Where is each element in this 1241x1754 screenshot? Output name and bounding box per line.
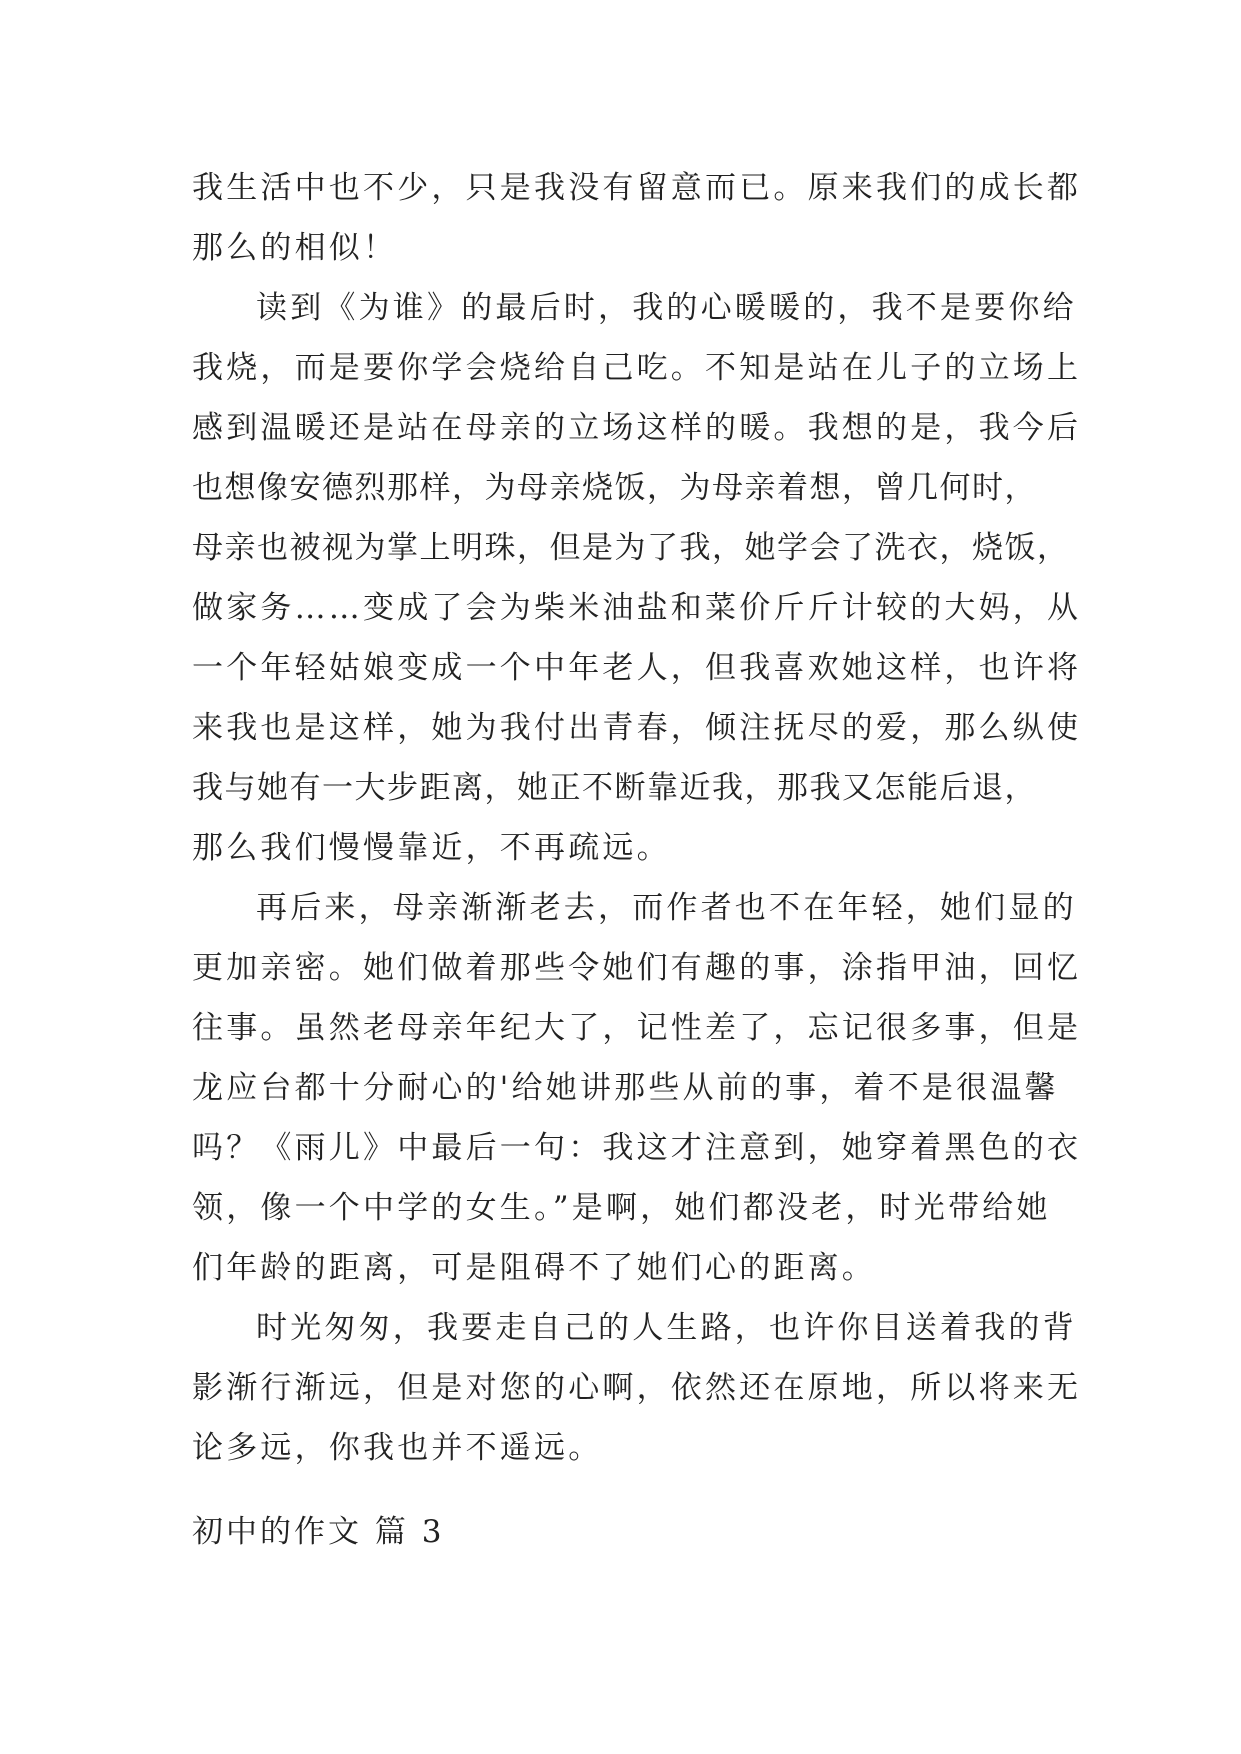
text-line: 感到温暖还是站在母亲的立场这样的暖。我想的是，我今后 xyxy=(192,410,1082,446)
text-line: 论多远，你我也并不遥远。 xyxy=(192,1430,603,1466)
text-line: 母亲也被视为掌上明珠，但是为了我，她学会了洗衣，烧饭， xyxy=(192,530,1070,566)
text-line: 来我也是这样，她为我付出青春，倾注抚尽的爱，那么纵使 xyxy=(192,710,1082,746)
text-line: 那么的相似！ xyxy=(192,230,398,266)
text-line: 领，像一个中学的女生。”是啊，她们都没老，时光带给她 xyxy=(192,1190,1051,1226)
text-line: 往事。虽然老母亲年纪大了，记性差了，忘记很多事，但是 xyxy=(192,1010,1082,1046)
paragraph-start-line: 时光匆匆，我要走自己的人生路，也许你目送着我的背 xyxy=(256,1310,1077,1346)
text-line: 那么我们慢慢靠近，不再疏远。 xyxy=(192,830,671,866)
body-text xyxy=(192,158,1082,1478)
text-line: 龙应台都十分耐心的'给她讲那些从前的事，着不是很温馨 xyxy=(192,1070,1059,1106)
text-line: 我烧，而是要你学会烧给自己吃。不知是站在儿子的立场上 xyxy=(192,350,1082,386)
text-line: 做家务……变成了会为柴米油盐和菜价斤斤计较的大妈，从 xyxy=(192,590,1082,626)
text-line: 影渐行渐远，但是对您的心啊，依然还在原地，所以将来无 xyxy=(192,1370,1082,1406)
text-line: 吗？《雨儿》中最后一句：我这才注意到，她穿着黑色的衣 xyxy=(192,1130,1082,1166)
text-line: 更加亲密。她们做着那些令她们有趣的事，涂指甲油，回忆 xyxy=(192,950,1082,986)
paragraph-start-line: 再后来，母亲渐渐老去，而作者也不在年轻，她们显的 xyxy=(256,890,1077,926)
paragraph-start-line: 读到《为谁》的最后时，我的心暖暖的，我不是要你给 xyxy=(256,290,1077,326)
text-line: 一个年轻姑娘变成一个中年老人，但我喜欢她这样，也许将 xyxy=(192,650,1082,686)
text-line: 我与她有一大步距离，她正不断靠近我，那我又怎能后退， xyxy=(192,770,1037,806)
text-line: 们年龄的距离，可是阻碍不了她们心的距离。 xyxy=(192,1250,876,1286)
section-heading: 初中的作文 篇 3 xyxy=(192,1514,445,1550)
text-line: 也想像安德烈那样，为母亲烧饭，为母亲着想，曾几何时， xyxy=(192,470,1037,506)
text-line: 我生活中也不少，只是我没有留意而已。原来我们的成长都 xyxy=(192,170,1082,206)
